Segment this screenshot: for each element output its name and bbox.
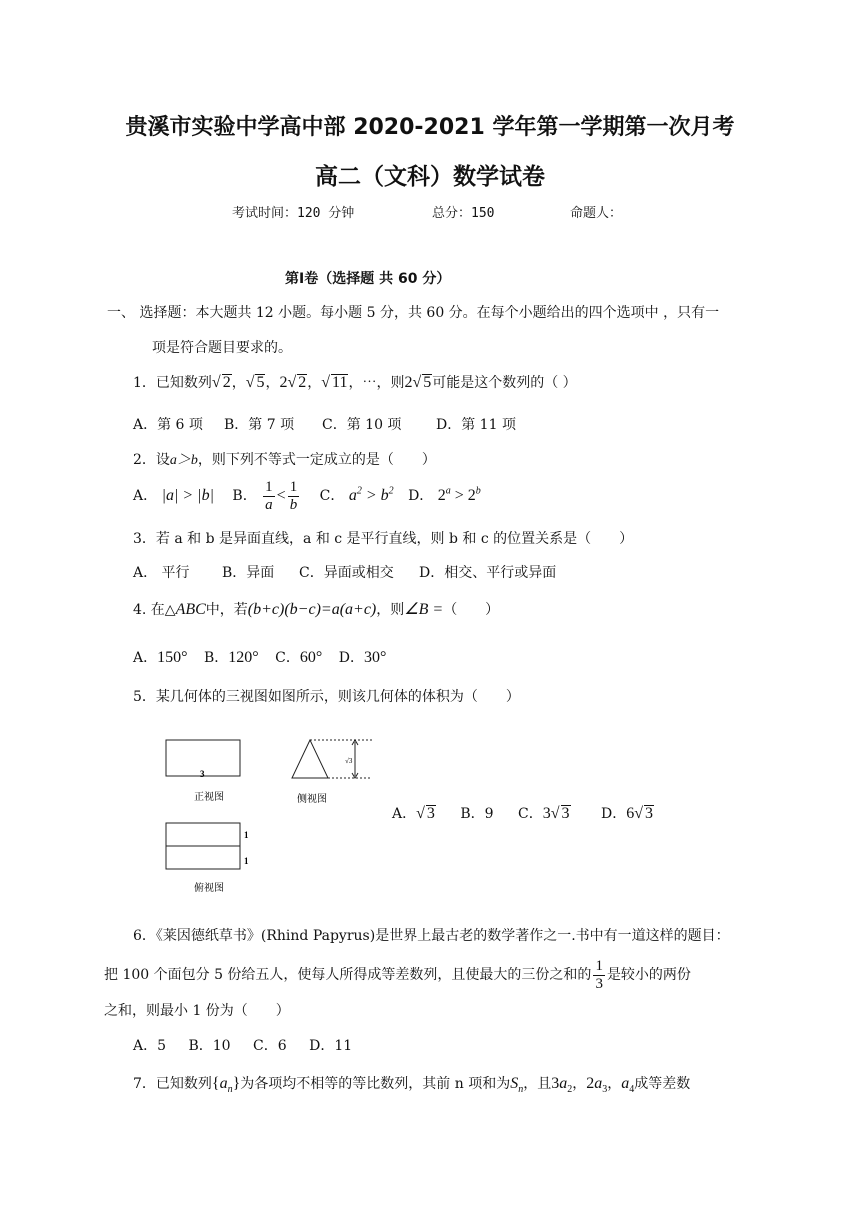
side-view-label: 侧视图 bbox=[297, 794, 327, 805]
exam-time: 考试时间：120 分钟 bbox=[232, 206, 355, 221]
front-dim-3: 3 bbox=[200, 769, 205, 779]
question-2: 2．设a＞b，则下列不等式一定成立的是（ ） bbox=[133, 452, 436, 468]
top-dim-1b: 1 bbox=[244, 856, 249, 866]
side-dim-sqrt3: √3 bbox=[345, 757, 353, 765]
q3-option-d: D．相交、平行或异面 bbox=[419, 565, 557, 581]
exam-total: 总分：150 bbox=[432, 206, 495, 221]
top-view bbox=[166, 823, 240, 869]
q6-options: A．5 B．10 C．6 D．11 bbox=[133, 1038, 353, 1054]
section-instruction-cont: 项是符合题目要求的。 bbox=[152, 340, 292, 356]
q1-option-b: B．第 7 项 bbox=[224, 417, 295, 433]
exam-title: 贵溪市实验中学高中部 2020-2021 学年第一学期第一次月考 bbox=[125, 115, 735, 140]
question-5: 5．某几何体的三视图如图所示，则该几何体的体积为（ ） bbox=[133, 689, 520, 705]
q3-option-b: B．异面 bbox=[222, 565, 275, 581]
question-4: 4. 在△ABC中，若(b+c)(b−c)=a(a+c)，则∠B =（ ） bbox=[133, 601, 500, 618]
q2-options: A． |a| > |b| B． $\frac{1}{a}$ < $\frac{1}{b}$ C． $a^2 > b^2$ D． $2^a > 2^b$ bbox=[133, 479, 481, 513]
q1-option-c: C．第 10 项 bbox=[322, 417, 402, 433]
section-instruction: 一、 选择题：本大题共 12 小题。每小题 5 分，共 60 分。在每个小题给出的四个选项中 ，只有一 bbox=[107, 305, 720, 321]
front-view-label: 正视图 bbox=[194, 792, 224, 803]
q3-option-c: C．异面或相交 bbox=[299, 565, 394, 581]
q1-option-d: D．第 11 项 bbox=[436, 417, 516, 433]
side-view bbox=[292, 740, 372, 778]
q1-option-a: A．第 6 项 bbox=[133, 417, 203, 433]
question-6-line2: 把 100 个面包分 5 份给五人，使每人所得成等差数列，且使最大的三份之和的 $\frac{1}{3}$ 是较小的两份 bbox=[104, 958, 691, 992]
three-view-figure bbox=[160, 730, 400, 900]
exam-author: 命题人： bbox=[570, 206, 623, 221]
question-3: 3．若 a 和 b 是异面直线，a 和 c 是平行直线，则 b 和 c 的位置关系是（ ） bbox=[133, 531, 634, 547]
question-6: 6．《莱因德纸草书》(Rhind Papyrus)是世界上最古老的数学著作之一.书中有一道这样的题目： bbox=[133, 928, 730, 944]
question-1: 1．已知数列√ 2，√ 5，2√ 2，√ 11，⋯，则2√ 5可能是这个数列的（ ） bbox=[133, 374, 577, 391]
q3-option-a: A． 平行 bbox=[133, 565, 190, 581]
top-dim-1a: 1 bbox=[244, 830, 249, 840]
top-view-label: 俯视图 bbox=[194, 883, 224, 894]
question-6-line3: 之和，则最小 1 份为（ ） bbox=[104, 1003, 290, 1019]
section-heading: 第Ⅰ卷（选择题 共 60 分） bbox=[285, 271, 451, 287]
question-7: 7．已知数列$\{a_n\}$为各项均不相等的等比数列，其前 n 项和为$S_n$，且$3a_2$，$2a_3$，$a_4$成等差数 bbox=[133, 1075, 691, 1096]
exam-subtitle: 高二（文科）数学试卷 bbox=[315, 164, 545, 190]
q4-options: A．150° B．120° C．60° D．30° bbox=[133, 649, 387, 666]
q5-options: A．√ 3 B．9 C．3√ 3 D．6√ 3 bbox=[392, 805, 653, 822]
